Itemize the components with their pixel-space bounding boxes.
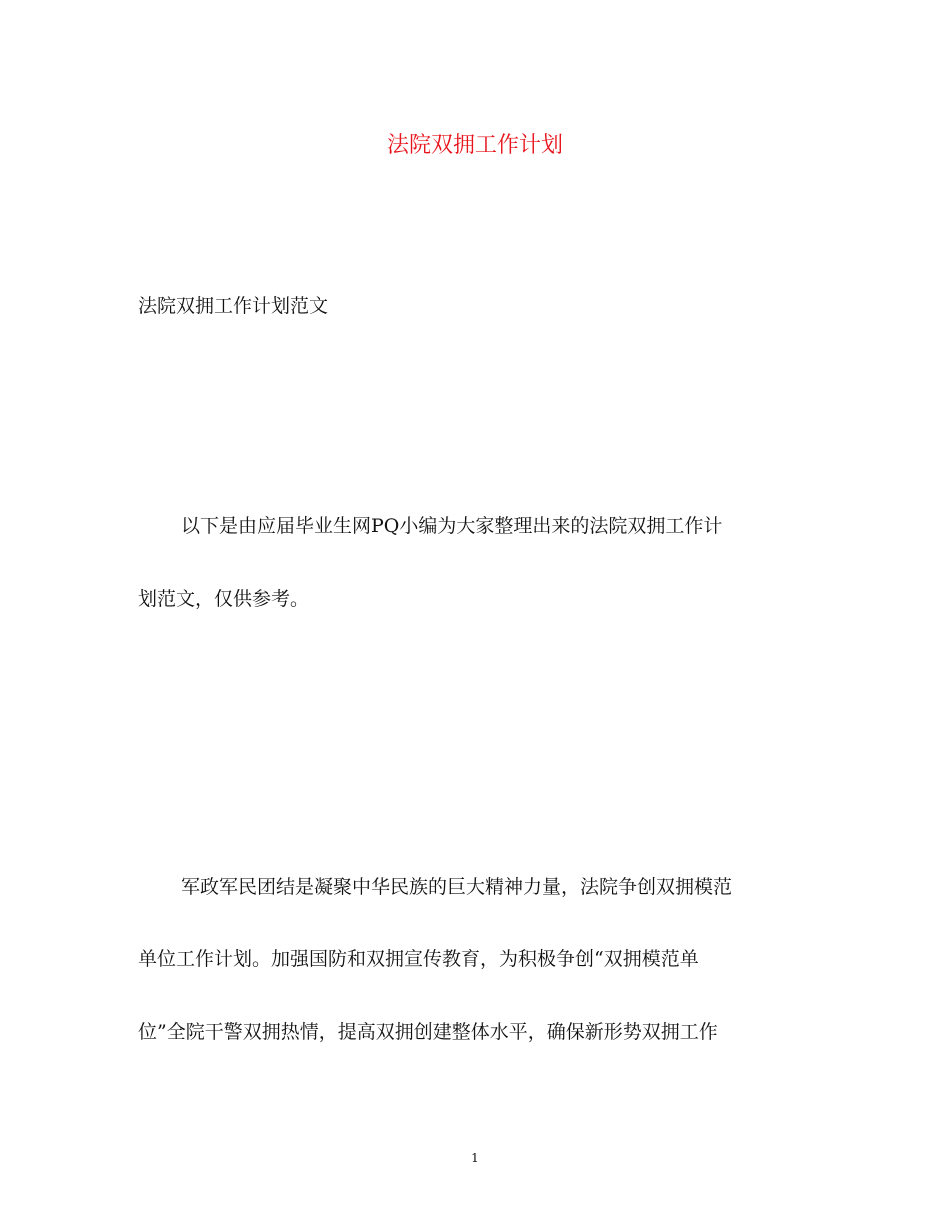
paragraph-line: 位”全院干警双拥热情，提高双拥创建整体水平，确保新形势双拥工作 <box>138 1021 718 1043</box>
document-title: 法院双拥工作计划 <box>386 133 563 158</box>
paragraph-line: 军政军民团结是凝聚中华民族的巨大精神力量，法院争创双拥模范 <box>181 876 733 898</box>
page-number: 1 <box>471 1151 479 1165</box>
paragraph-line: 单位工作计划。加强国防和双拥宣传教育，为积极争创“双拥模范单 <box>138 948 699 970</box>
paragraph-line: 划范文，仅供参考。 <box>138 588 310 610</box>
paragraph-line: 以下是由应届毕业生网PQ小编为大家整理出来的法院双拥工作计 <box>181 515 723 537</box>
document-subtitle: 法院双拥工作计划范文 <box>138 295 329 317</box>
